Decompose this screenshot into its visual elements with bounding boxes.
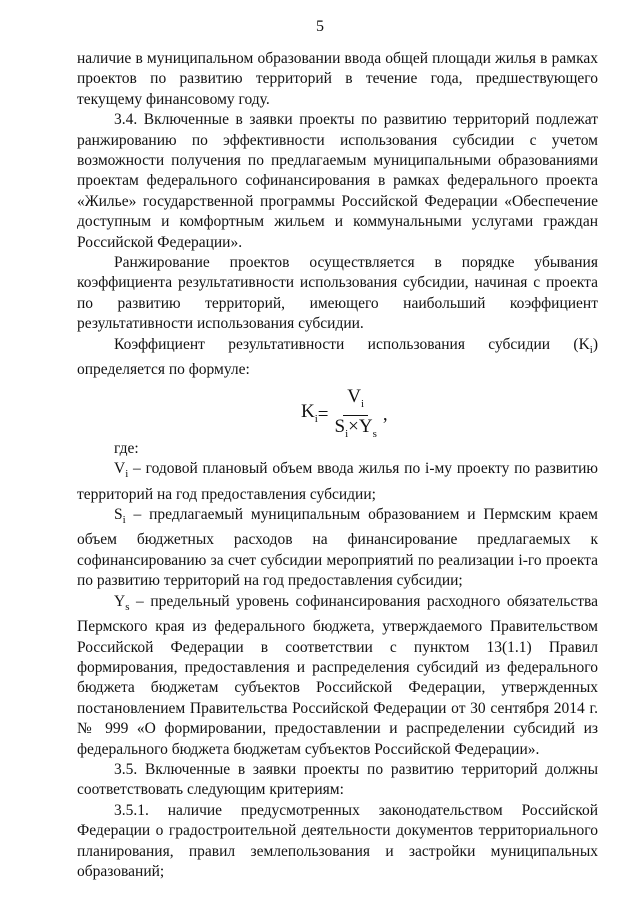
paragraph-coefficient-intro: Коэффициент результативности использования субсидии $(K_i)$ определяется по формуле: bbox=[77, 335, 598, 379]
formula-block bbox=[77, 381, 598, 439]
formula-numerator: $V_i$ bbox=[343, 387, 368, 416]
formula-denominator: $S_i\times Y_s$ bbox=[334, 415, 377, 440]
paragraph-3-5-1: 3.5.1. наличие предусмотренных законодательством Российской Федерации о градостроительной деятельности документов территориального планирования, правил землепользования и застройки муниципальных образований; bbox=[77, 801, 598, 880]
paragraph-where: где: bbox=[114, 439, 139, 457]
definition-v: $V_i$ – годовой плановый объем ввода жилья по i-му проекту по развитию территорий на год предоставления субсидии; bbox=[77, 460, 598, 503]
paragraph-3-4: 3.4. Включенные в заявки проекты по развитию территорий подлежат ранжированию по эффективности использования субсидии с учетом возможности получения по предлагаемым муниципальными образованиями проектам федерального софинансирования в рамках федерального проекта «Жилье» государственной программы Российской Федерации «Обеспечение доступным и комфортным жильем и коммунальными услугами граждан Российской Федерации». bbox=[77, 111, 598, 251]
page-number: 5 bbox=[316, 18, 324, 35]
paragraph-3-5: 3.5. Включенные в заявки проекты по развитию территорий должны соответствовать следующим критериям: bbox=[77, 760, 598, 799]
definition-y: $Y_s$ – предельный уровень софинансирования расходного обязательства Пермского края из федерального бюджета, утверждаемого Правительством Российской Федерации в соответствии с пунктом 13(1.1) Правил формирования, предоставления и распределения субсидий из федерального бюджета бюджетам субъектов Российской Федерации, утвержденных постановлением Правительства Российской Федерации от 30 сентября 2014 г. № 999 «О формировании, предоставлении и распределении субсидий из федерального бюджета бюджетам субъектов Российской Федерации». bbox=[77, 592, 598, 758]
document-body bbox=[77, 49, 598, 882]
formula-fraction bbox=[331, 387, 381, 444]
formula-equals: = bbox=[317, 404, 329, 426]
paragraph-housing-input: наличие в муниципальном образовании ввода общей площади жилья в рамках проектов по развитию территорий в течение года, предшествующего текущему финансовому году. bbox=[77, 50, 598, 108]
paragraph-ranking: Ранжирование проектов осуществляется в порядке убывания коэффициента результативности использования субсидии, начиная с проекта по развитию территорий, имеющего наибольший коэффициент результативности использования субсидии. bbox=[77, 254, 598, 333]
formula-lhs: $K_i$ bbox=[301, 400, 318, 425]
formula-comma: , bbox=[382, 404, 388, 426]
coefficient-formula bbox=[301, 387, 388, 444]
definition-s: $S_i$ – предлагаемый муниципальным образованием и Пермским краем объем бюджетных расходов на финансирование предлагаемых к софинансированию за счет субсидии мероприятий по реализации i-го проекта по развитию территорий на год предоставления субсидии; bbox=[77, 505, 598, 590]
